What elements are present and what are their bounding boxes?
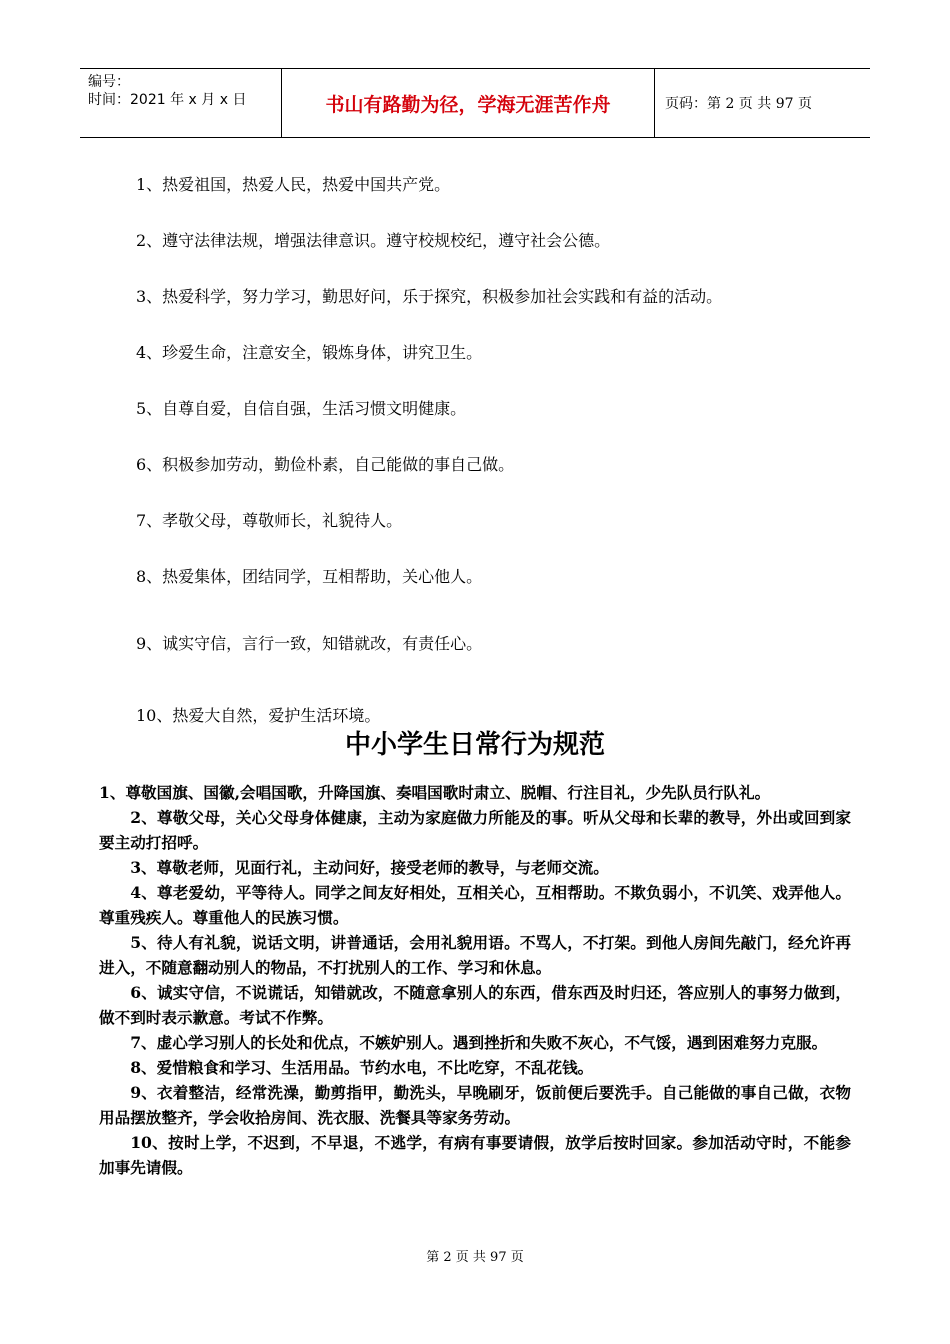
header-meta-cell bbox=[80, 69, 282, 137]
rule-paragraph: 1、尊敬国旗、国徽,会唱国歌，升降国旗、奏唱国歌时肃立、脱帽、行注目礼，少先队员行队礼。 bbox=[99, 783, 771, 802]
rules-body bbox=[99, 780, 851, 1180]
list-item: 7、孝敬父母，尊敬师长，礼貌待人。 bbox=[136, 511, 403, 530]
header-table bbox=[80, 68, 870, 138]
list-item: 10、热爱大自然，爱护生活环境。 bbox=[136, 706, 381, 725]
rule-paragraph: 5、待人有礼貌，说话文明，讲普通话，会用礼貌用语。不骂人，不打架。到他人房间先敲门，经允许再进入，不随意翻动别人的物品，不打扰别人的工作、学习和休息。 bbox=[99, 933, 851, 977]
list-item: 5、自尊自爱，自信自强，生活习惯文明健康。 bbox=[136, 399, 467, 418]
rule-paragraph: 7、虚心学习别人的长处和优点，不嫉妒别人。遇到挫折和失败不灰心，不气馁，遇到困难努力克服。 bbox=[130, 1033, 828, 1052]
page-footer: 第 2 页 共 97 页 bbox=[426, 1250, 524, 1265]
list-item: 1、热爱祖国，热爱人民，热爱中国共产党。 bbox=[136, 175, 451, 194]
number-label: 编号： bbox=[88, 74, 130, 90]
rule-paragraph: 6、诚实守信，不说谎话，知错就改，不随意拿别人的东西，借东西及时归还，答应别人的事努力做到，做不到时表示歉意。考试不作弊。 bbox=[99, 983, 851, 1027]
header-motto: 书山有路勤为径，学海无涯苦作舟 bbox=[282, 69, 655, 137]
rule-paragraph: 9、衣着整洁，经常洗澡，勤剪指甲，勤洗头，早晚刷牙，饭前便后要洗手。自己能做的事自己做，衣物用品摆放整齐，学会收拾房间、洗衣服、洗餐具等家务劳动。 bbox=[99, 1083, 851, 1127]
list-item: 9、诚实守信，言行一致，知错就改，有责任心。 bbox=[136, 634, 483, 653]
rule-paragraph: 10、按时上学，不迟到，不早退，不逃学，有病有事要请假，放学后按时回家。参加活动守时，不能参加事先请假。 bbox=[99, 1133, 851, 1177]
section-title: 中小学生日常行为规范 bbox=[344, 730, 605, 760]
list-item: 4、珍爱生命，注意安全，锻炼身体，讲究卫生。 bbox=[136, 343, 483, 362]
rule-paragraph: 2、尊敬父母，关心父母身体健康，主动为家庭做力所能及的事。听从父母和长辈的教导，外出或回到家要主动打招呼。 bbox=[99, 808, 851, 852]
list-item: 3、热爱科学，努力学习，勤思好问，乐于探究，积极参加社会实践和有益的活动。 bbox=[136, 287, 723, 306]
list-item: 2、遵守法律法规，增强法律意识。遵守校规校纪，遵守社会公德。 bbox=[136, 231, 611, 250]
header-page-info: 页码：第 2 页 共 97 页 bbox=[665, 96, 812, 112]
rule-paragraph: 4、尊老爱幼，平等待人。同学之间友好相处，互相关心，互相帮助。不欺负弱小，不讥笑、戏弄他人。尊重残疾人。尊重他人的民族习惯。 bbox=[99, 883, 851, 927]
rule-paragraph: 8、爱惜粮食和学习、生活用品。节约水电，不比吃穿，不乱花钱。 bbox=[130, 1058, 594, 1077]
list-item: 6、积极参加劳动，勤俭朴素，自己能做的事自己做。 bbox=[136, 455, 515, 474]
rule-paragraph: 3、尊敬老师，见面行礼，主动问好，接受老师的教导，与老师交流。 bbox=[130, 858, 609, 877]
time-label: 时间：2021 年 x 月 x 日 bbox=[88, 92, 247, 108]
list-item: 8、热爱集体，团结同学，互相帮助，关心他人。 bbox=[136, 567, 483, 586]
